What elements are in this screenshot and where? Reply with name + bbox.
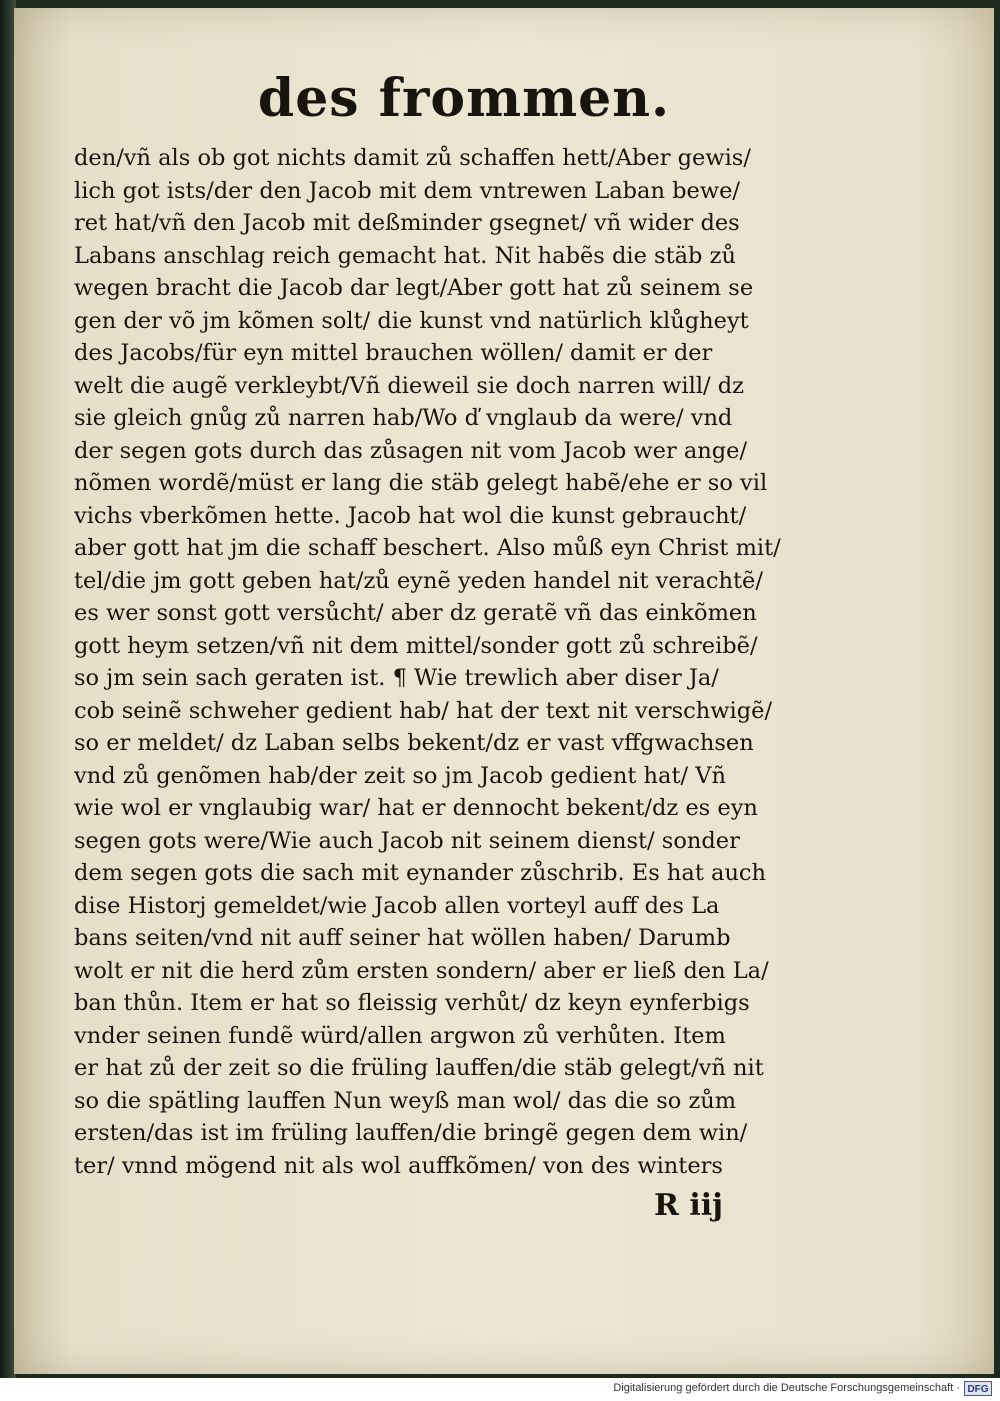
footer-bar [0, 1378, 1000, 1401]
text-line: gen der võ jm kõmen solt/ die kunst vnd natürlich klůgheyt [74, 307, 749, 334]
text-line: ret hat/vñ den Jacob mit deßminder gsegnet/ vñ wider des [74, 210, 740, 236]
book-page [14, 8, 994, 1374]
text-line: bans seiten/vnd nit auff seiner hat wöllen haben/ Darumb [74, 925, 731, 951]
text-line: es wer sonst gott versůcht/ aber dz geratẽ vñ das einkõmen [74, 600, 757, 626]
text-line: vnd zů genõmen hab/der zeit so jm Jacob gedient hat/ Vñ [74, 762, 726, 789]
dfg-logo-icon: DFG [964, 1381, 992, 1396]
text-line: dem segen gots die sach mit eynander zůschrib. Es hat auch [74, 860, 767, 886]
text-line: nõmen wordẽ/müst er lang die stäb gelegt habẽ/ehe er so vil [74, 470, 768, 496]
text-line: so die spätling lauffen Nun weyß man wol/ das die so zům [74, 1087, 737, 1114]
text-line: Labans anschlag reich gemacht hat. Nit habẽs die stäb zů [74, 242, 736, 269]
text-line: wie wol er vnglaubig war/ hat er dennocht bekent/dz es eyn [74, 795, 758, 821]
text-line: wegen bracht die Jacob dar legt/Aber gott hat zů seinem se [74, 275, 754, 301]
text-line: des Jacobs/für eyn mittel brauchen wöllen/ damit er der [74, 340, 713, 366]
text-line: so jm sein sach geraten ist. ¶ Wie trewlich aber diser Ja/ [74, 665, 719, 691]
text-line: segen gots were/Wie auch Jacob nit seinem dienst/ sonder [74, 827, 740, 854]
text-line: ter/ vnnd mögend nit als wol auffkõmen/ von des winters [74, 1152, 723, 1179]
text-line: ban thůn. Item er hat so fleissig verhůt/ dz keyn eynferbigs [74, 990, 750, 1016]
text-line: wolt er nit die herd zům ersten sondern/ aber er ließ den La/ [74, 957, 769, 984]
text-line: dise Historj gemeldet/wie Jacob allen vorteyl auff des La [74, 892, 720, 919]
text-line: aber gott hat jm die schaff beschert. Also můß eyn Christ mit/ [74, 535, 781, 561]
signature-mark: R iij [654, 1188, 724, 1223]
text-line: ersten/das ist im früling lauffen/die bringẽ gegen dem win/ [74, 1120, 748, 1146]
text-line: lich got ists/der den Jacob mit dem vntrewen Laban bewe/ [74, 177, 740, 204]
text-line: der segen gots durch das zůsagen nit vom Jacob wer ange/ [74, 437, 748, 464]
text-line: so er meldet/ dz Laban selbs bekent/dz er vast vffgwachsen [74, 730, 754, 756]
page-text-block [74, 142, 834, 1182]
text-line: cob seinẽ schweher gedient hab/ hat der text nit verschwigẽ/ [74, 697, 773, 724]
text-line: er hat zů der zeit so die früling lauffen/die stäb gelegt/vñ nit [74, 1055, 764, 1081]
text-line: gott heym setzen/vñ nit dem mittel/sonder gott zů schreibẽ/ [74, 632, 758, 659]
text-line: welt die augẽ verkleybt/Vñ dieweil sie doch narren will/ dz [74, 372, 745, 399]
funding-credit: Digitalisierung gefördert durch die Deutsche Forschungsgemeinschaft · [613, 1382, 960, 1394]
text-line: tel/die jm gott geben hat/zů eynẽ yeden handel nit verachtẽ/ [74, 567, 763, 594]
page-heading: des frommen. [257, 68, 671, 129]
text-line: den/vñ als ob got nichts damit zů schaffen hett/Aber gewis/ [74, 145, 751, 171]
text-line: sie gleich gnůg zů narren hab/Wo ď vnglaub da were/ vnd [74, 405, 733, 431]
text-line: vnder seinen fundẽ würd/allen argwon zů verhůten. Item [74, 1022, 726, 1049]
text-line: vichs vberkõmen hette. Jacob hat wol die kunst gebraucht/ [74, 502, 747, 529]
